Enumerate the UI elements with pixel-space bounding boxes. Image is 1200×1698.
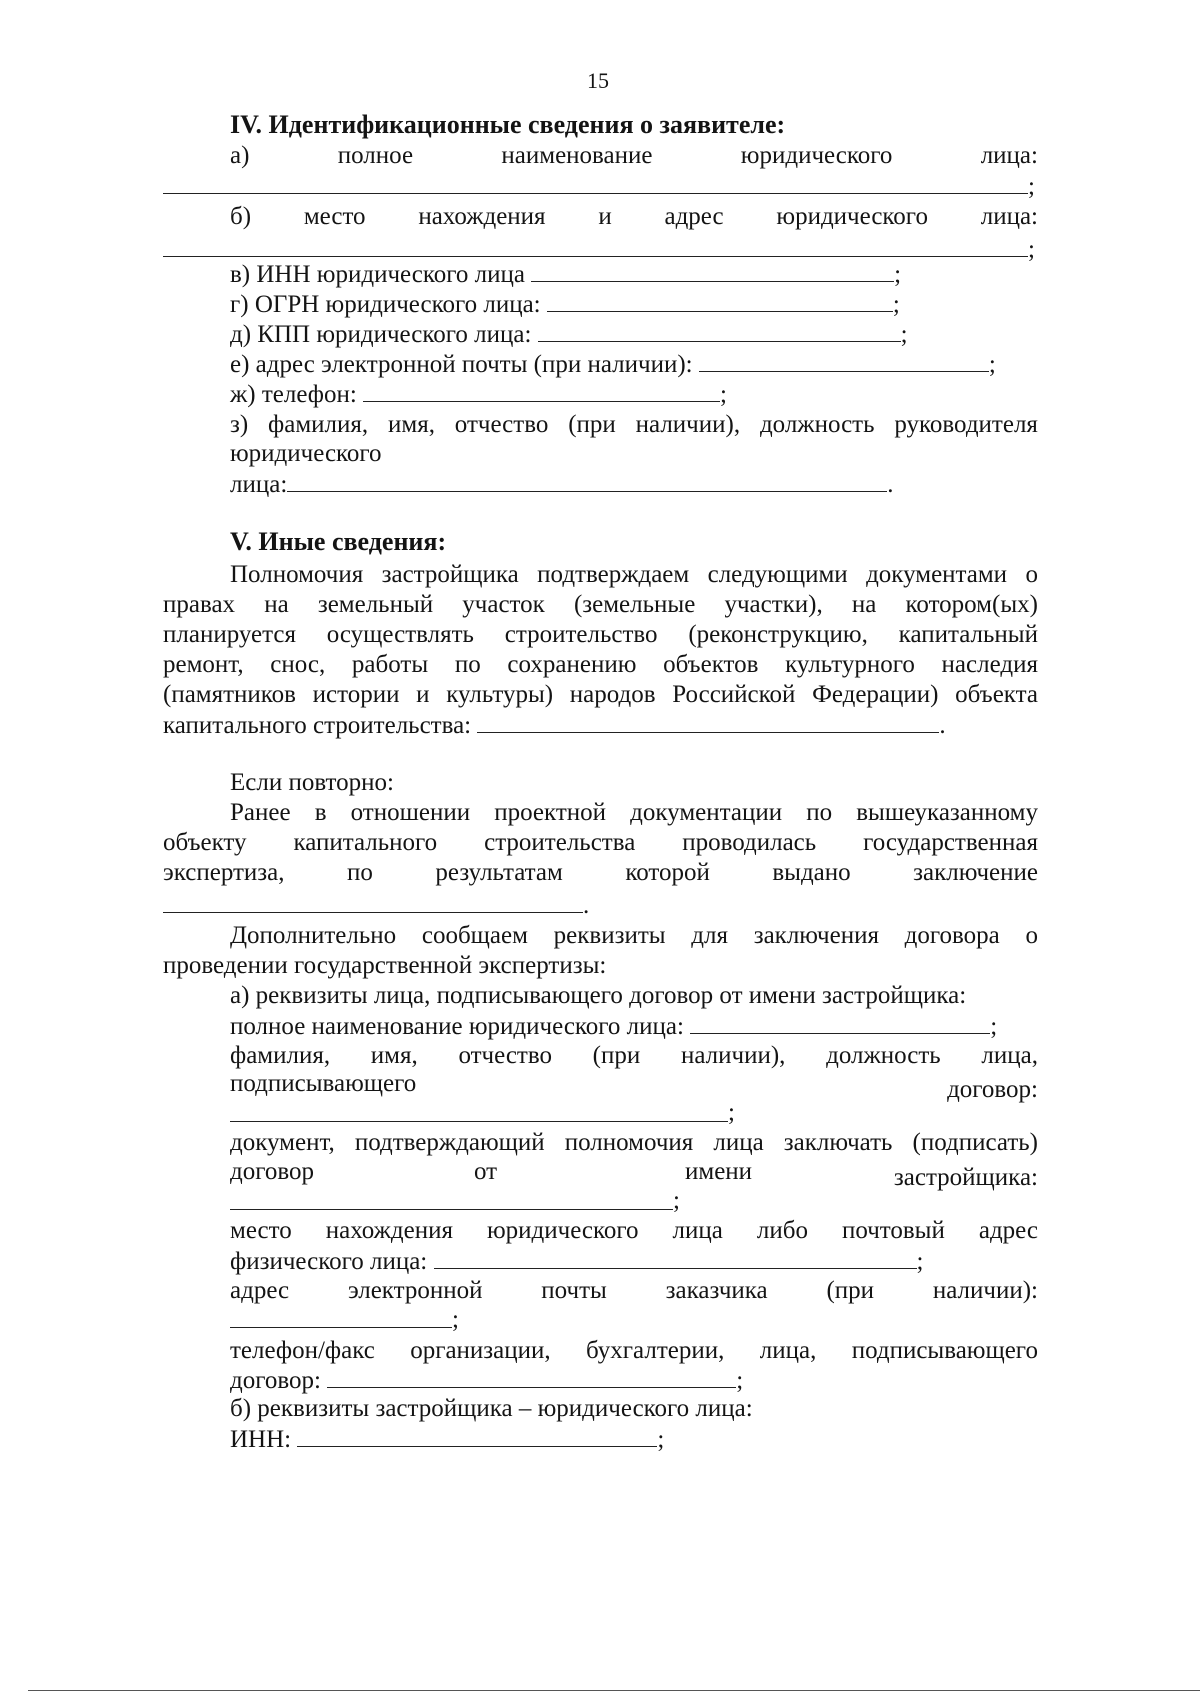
doc-line-2: договор от имени застройщика:: [230, 1158, 1038, 1191]
para1-line-1: Полномочия застройщика подтверждаем следующими документами о: [230, 561, 1038, 588]
fill-customer-email: [230, 1327, 452, 1328]
fill-line-address: [163, 256, 1028, 257]
phone-line-2: договор: ;: [230, 1367, 744, 1394]
para3-line-1: Дополнительно сообщаем реквизиты для заключения договора о: [230, 922, 1038, 949]
section-4-heading: IV. Идентификационные сведения о заявителе:: [230, 110, 786, 139]
semicolon: ;: [1028, 236, 1035, 263]
fill-signer-org-name: [690, 1011, 990, 1034]
item-v-line: в) ИНН юридического лица ;: [230, 261, 902, 288]
item-e-line: е) адрес электронной почты (при наличии): ;: [230, 351, 996, 378]
para2-line-1: Ранее в отношении проектной документации по вышеуказанному: [230, 799, 1038, 826]
fill-conclusion: [163, 912, 583, 913]
item-a-line: а) полное наименование юридического лица:: [230, 142, 1038, 169]
section-5-heading: V. Иные сведения:: [230, 527, 447, 556]
fill-developer-inn: [297, 1424, 657, 1447]
fill-phone-fax: [327, 1365, 736, 1388]
semicolon: ;: [452, 1306, 459, 1333]
item-d-line: д) КПП юридического лица: ;: [230, 321, 908, 348]
place-line-2: физического лица: ;: [230, 1248, 924, 1275]
fill-line-full-name: [163, 193, 1028, 194]
fill-land-docs: [477, 710, 939, 733]
bottom-edge-line: [28, 1690, 1200, 1691]
fill-kpp: [538, 319, 901, 342]
item-z-line: з) фамилия, имя, отчество (при наличии), должность руководителя: [230, 411, 1038, 438]
fio-line-2: подписывающего договор:: [230, 1070, 1038, 1103]
period: .: [583, 892, 590, 919]
phone-line-1: телефон/факс организации, бухгалтерии, лица, подписывающего: [230, 1337, 1038, 1364]
para3-line-2: проведении государственной экспертизы:: [163, 952, 607, 979]
fill-location: [434, 1246, 917, 1269]
item-z-line-3: лица: .: [230, 471, 894, 498]
developer-inn-line: ИНН: ;: [230, 1426, 665, 1453]
semicolon: ;: [728, 1099, 735, 1126]
place-line-1: место нахождения юридического лица либо почтовый адрес: [230, 1217, 1038, 1244]
para2-line-3: экспертиза, по результатам которой выдано заключение: [163, 859, 1038, 886]
fill-inn: [531, 259, 894, 282]
fill-director: [287, 469, 887, 492]
para1-line-4: ремонт, снос, работы по сохранению объектов культурного наследия: [163, 651, 1038, 678]
para1-line-5: (памятников истории и культуры) народов Российской Федерации) объекта: [163, 681, 1038, 708]
fill-phone: [363, 379, 720, 402]
para1-line-3: планируется осуществлять строительство (реконструкцию, капитальный: [163, 621, 1038, 648]
item-g-line: г) ОГРН юридического лица: ;: [230, 291, 900, 318]
signer-requisites-heading: а) реквизиты лица, подписывающего договор от имени застройщика:: [230, 982, 967, 1009]
fio-line-1: фамилия, имя, отчество (при наличии), должность лица,: [230, 1042, 1038, 1069]
page-number: 15: [587, 68, 609, 93]
full-name-line: полное наименование юридического лица: ;: [230, 1013, 998, 1040]
item-zh-line: ж) телефон: ;: [230, 381, 727, 408]
email-line-1: адрес электронной почты заказчика (при наличии):: [230, 1277, 1038, 1304]
developer-requisites-heading: б) реквизиты застройщика – юридического лица:: [230, 1395, 753, 1422]
item-b-line: б) место нахождения и адрес юридического лица:: [230, 203, 1038, 230]
doc-line-1: документ, подтверждающий полномочия лица заключать (подписать): [230, 1129, 1038, 1156]
para1-line-6: капитального строительства: .: [163, 712, 946, 739]
para1-line-2: правах на земельный участок (земельные участки), на котором(ых): [163, 591, 1038, 618]
item-z-line-2: юридического: [230, 440, 382, 467]
fill-signer-fio: [230, 1121, 728, 1122]
semicolon: ;: [673, 1187, 680, 1214]
para2-line-2: объекту капитального строительства проводилась государственная: [163, 829, 1038, 856]
semicolon: ;: [1028, 173, 1035, 200]
fill-email: [699, 349, 989, 372]
repeat-heading: Если повторно:: [230, 769, 394, 796]
fill-ogrn: [547, 289, 893, 312]
fill-authority-doc: [230, 1209, 673, 1210]
